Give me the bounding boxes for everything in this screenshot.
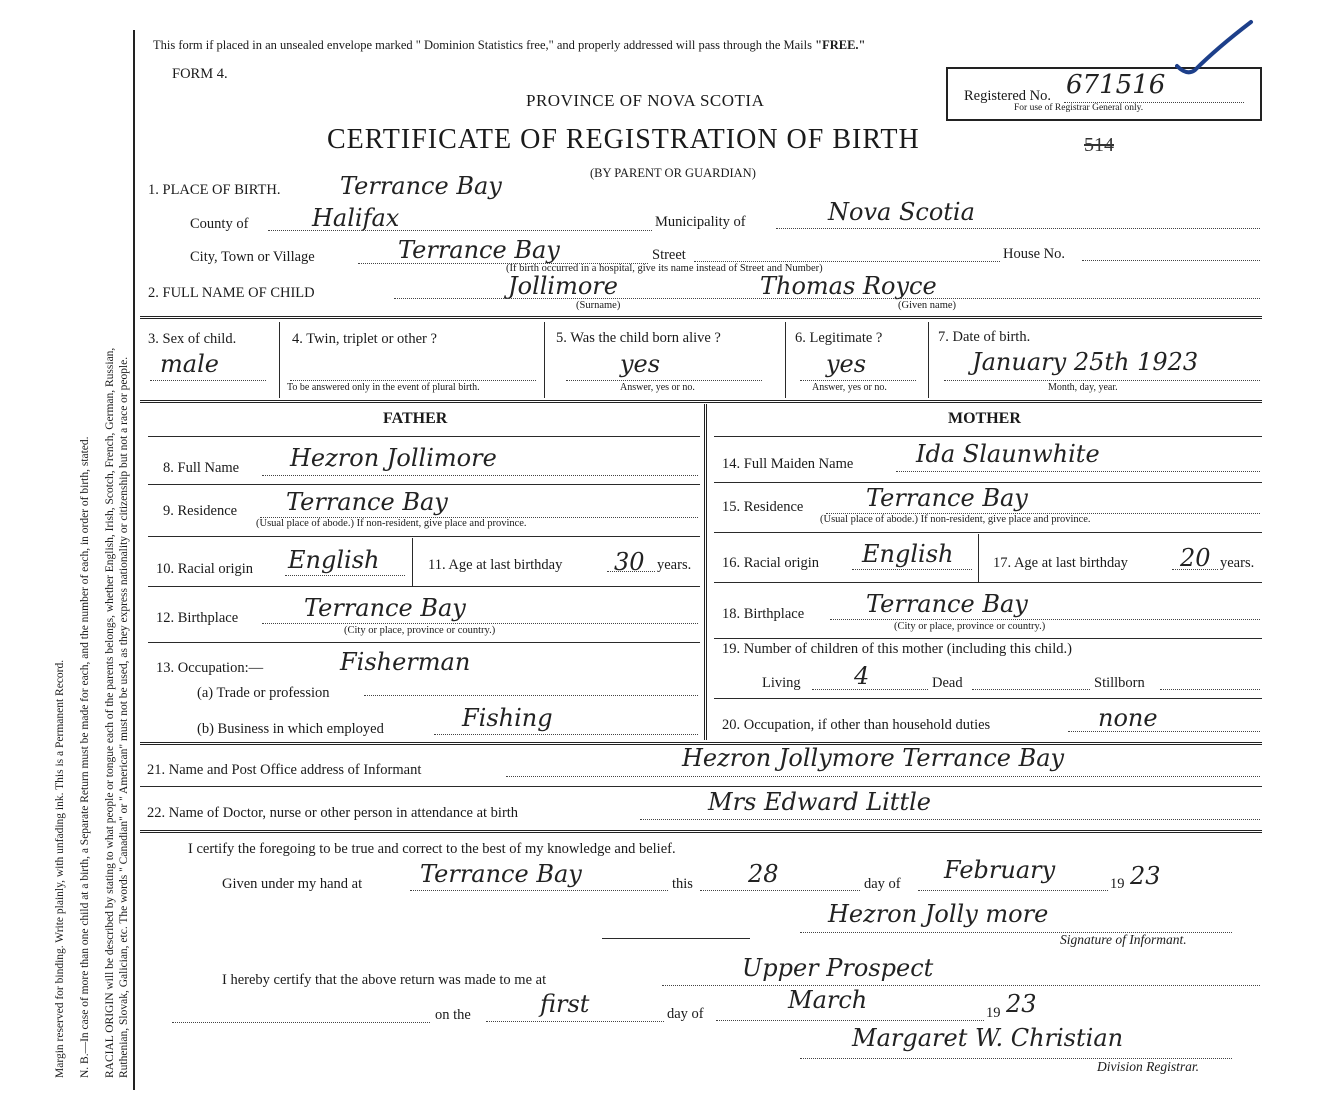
mother-age-unit: years. — [1220, 555, 1255, 571]
signature-caption: Signature of Informant. — [1060, 932, 1187, 947]
mother-racial-label: 16. Racial origin — [722, 555, 820, 571]
father-age-value: 30 — [614, 548, 645, 576]
father-heading: FATHER — [383, 410, 448, 427]
father-occupation-value: Fisherman — [340, 648, 471, 676]
year-value: 23 — [1130, 862, 1161, 890]
twin-label: 4. Twin, triplet or other ? — [292, 331, 437, 347]
month-value: February — [944, 856, 1056, 884]
parents-divider — [704, 404, 707, 740]
given-under-label: Given under my hand at — [222, 876, 363, 892]
county-value: Halifax — [312, 204, 400, 232]
father-age-label: 11. Age at last birthday — [428, 557, 563, 573]
given-place-value: Terrance Bay — [420, 860, 582, 888]
form-number: FORM 4. — [172, 66, 228, 82]
registrar-place-value: Upper Prospect — [742, 954, 934, 982]
dob-note: Month, day, year. — [1048, 382, 1118, 393]
mother-occupation-value: none — [1098, 704, 1158, 732]
sex-label: 3. Sex of child. — [148, 331, 237, 347]
father-birthplace-value: Terrance Bay — [304, 594, 466, 622]
legitimate-note: Answer, yes or no. — [812, 382, 887, 393]
father-occupation-label: 13. Occupation:— — [156, 660, 264, 676]
legitimate-label: 6. Legitimate ? — [795, 330, 883, 346]
house-label: House No. — [1003, 246, 1066, 262]
mother-children-label: 19. Number of children of this mother (including this child.) — [722, 641, 1072, 657]
reg-month-value: March — [788, 986, 868, 1014]
father-residence-note: (Usual place of abode.) If non-resident, give place and province. — [256, 518, 527, 529]
father-name-label: 8. Full Name — [163, 460, 240, 476]
county-label: County of — [190, 216, 249, 232]
mother-age-label: 17. Age at last birthday — [993, 555, 1128, 571]
reg-year-value: 23 — [1006, 990, 1037, 1018]
father-birthplace-label: 12. Birthplace — [156, 610, 239, 626]
father-trade-label: (a) Trade or profession — [197, 685, 330, 701]
hospital-note: (If birth occurred in a hospital, give its name instead of Street and Number) — [506, 263, 823, 274]
mother-racial-value: English — [862, 540, 954, 568]
dob-label: 7. Date of birth. — [938, 329, 1031, 345]
municipality-label: Municipality of — [655, 214, 746, 230]
mother-name-label: 14. Full Maiden Name — [722, 456, 854, 472]
doctor-label: 22. Name of Doctor, nurse or other person in attendance at birth — [147, 805, 519, 821]
mother-residence-value: Terrance Bay — [866, 484, 1028, 512]
margin-note-binding: Margin reserved for binding. Write plainly, with unfading ink. This is a Permanent Record. — [54, 659, 66, 1078]
day-of-label: day of — [864, 876, 901, 892]
reg-day-of-label: day of — [667, 1006, 704, 1022]
dead-label: Dead — [932, 675, 963, 691]
informant-value: Hezron Jollymore Terrance Bay — [682, 744, 1065, 772]
child-name-label: 2. FULL NAME OF CHILD — [148, 285, 315, 301]
sex-value: male — [160, 350, 219, 378]
father-business-value: Fishing — [462, 704, 553, 732]
mother-birthplace-value: Terrance Bay — [866, 590, 1028, 618]
informant-label: 21. Name and Post Office address of Informant — [147, 762, 422, 778]
reg-year-prefix: 19 — [986, 1005, 1001, 1021]
mother-birthplace-label: 18. Birthplace — [722, 606, 805, 622]
father-birthplace-note: (City or place, province or country.) — [344, 625, 496, 636]
informant-signature: Hezron Jolly more — [828, 900, 1049, 928]
municipality-value: Nova Scotia — [828, 198, 975, 226]
mother-residence-label: 15. Residence — [722, 499, 804, 515]
place-of-birth-value: Terrance Bay — [340, 172, 502, 200]
row3-top-rule — [140, 316, 1262, 319]
mother-heading: MOTHER — [948, 410, 1021, 427]
mother-residence-note: (Usual place of abode.) If non-resident, give place and province. — [820, 514, 1091, 525]
legitimate-value: yes — [826, 350, 867, 378]
father-name-value: Hezron Jollimore — [290, 444, 497, 472]
page-subtitle: (BY PARENT OR GUARDIAN) — [590, 166, 756, 180]
page-title: CERTIFICATE OF REGISTRATION OF BIRTH — [327, 124, 920, 155]
certify-line: I certify the foregoing to be true and correct to the best of my knowledge and belief. — [188, 841, 676, 857]
on-the-label: on the — [435, 1007, 471, 1023]
mother-occupation-label: 20. Occupation, if other than household duties — [722, 717, 991, 733]
year-prefix: 19 — [1110, 876, 1125, 892]
city-value: Terrance Bay — [398, 236, 560, 264]
alive-label: 5. Was the child born alive ? — [556, 330, 721, 346]
mother-birthplace-note: (City or place, province or country.) — [894, 621, 1046, 632]
city-label: City, Town or Village — [190, 249, 315, 265]
father-racial-label: 10. Racial origin — [156, 561, 254, 577]
reg-day-value: first — [540, 990, 590, 1018]
doctor-value: Mrs Edward Little — [708, 788, 931, 816]
registrar-signature: Margaret W. Christian — [852, 1024, 1124, 1052]
margin-note-racial-2: Ruthenian, Slovak, Galician, etc. The words " Canadian" or " American" must not be used, as they express nationality or citizenship but not a race or people. — [118, 356, 130, 1078]
registrar-caption: Division Registrar. — [1097, 1059, 1200, 1074]
check-mark-icon — [1175, 18, 1255, 78]
this-label: this — [672, 876, 693, 892]
living-value: 4 — [854, 662, 870, 690]
mail-notice: This form if placed in an unsealed envelope marked " Dominion Statistics free," and properly addressed will pass through the Mails "FREE." — [153, 38, 866, 52]
margin-note-racial-1: RACIAL ORIGIN will be described by stating to what people or tongue each of the parents belongs, whether English, Irish, Scotch, French, German, Russian, — [104, 347, 116, 1078]
alive-note: Answer, yes or no. — [620, 382, 695, 393]
twin-note: To be answered only in the event of plural birth. — [287, 382, 480, 393]
father-residence-value: Terrance Bay — [286, 488, 448, 516]
father-residence-label: 9. Residence — [163, 503, 238, 519]
mother-age-value: 20 — [1180, 544, 1211, 572]
living-label: Living — [762, 675, 801, 691]
dob-value: January 25th 1923 — [972, 348, 1199, 376]
mother-name-value: Ida Slaunwhite — [916, 440, 1100, 468]
registrar-note: For use of Registrar General only. — [1014, 103, 1144, 113]
stillborn-label: Stillborn — [1094, 675, 1145, 691]
street-label: Street — [652, 247, 686, 263]
surname-note: (Surname) — [576, 300, 621, 311]
margin-note-nb: N. B.—In case of more than one child at a birth, a Separate Return must be made for each, and the number of each, in order of birth, stated. — [79, 436, 91, 1078]
father-age-unit: years. — [657, 557, 692, 573]
struck-number: 514 — [1084, 134, 1114, 156]
province-heading: PROVINCE OF NOVA SCOTIA — [526, 91, 765, 110]
alive-value: yes — [620, 350, 661, 378]
child-given-name: Thomas Royce — [760, 272, 937, 300]
registrar-certify-line: I hereby certify that the above return was made to me at — [222, 972, 547, 988]
child-surname: Jollimore — [508, 272, 618, 300]
day-value: 28 — [748, 860, 779, 888]
given-name-note: (Given name) — [898, 300, 957, 311]
place-of-birth-label: 1. PLACE OF BIRTH. — [148, 182, 281, 198]
margin-rule — [133, 30, 135, 1090]
father-racial-value: English — [288, 546, 380, 574]
registered-label: Registered No. — [964, 88, 1051, 104]
registered-value: 671516 — [1066, 70, 1166, 100]
father-business-label: (b) Business in which employed — [197, 721, 384, 737]
